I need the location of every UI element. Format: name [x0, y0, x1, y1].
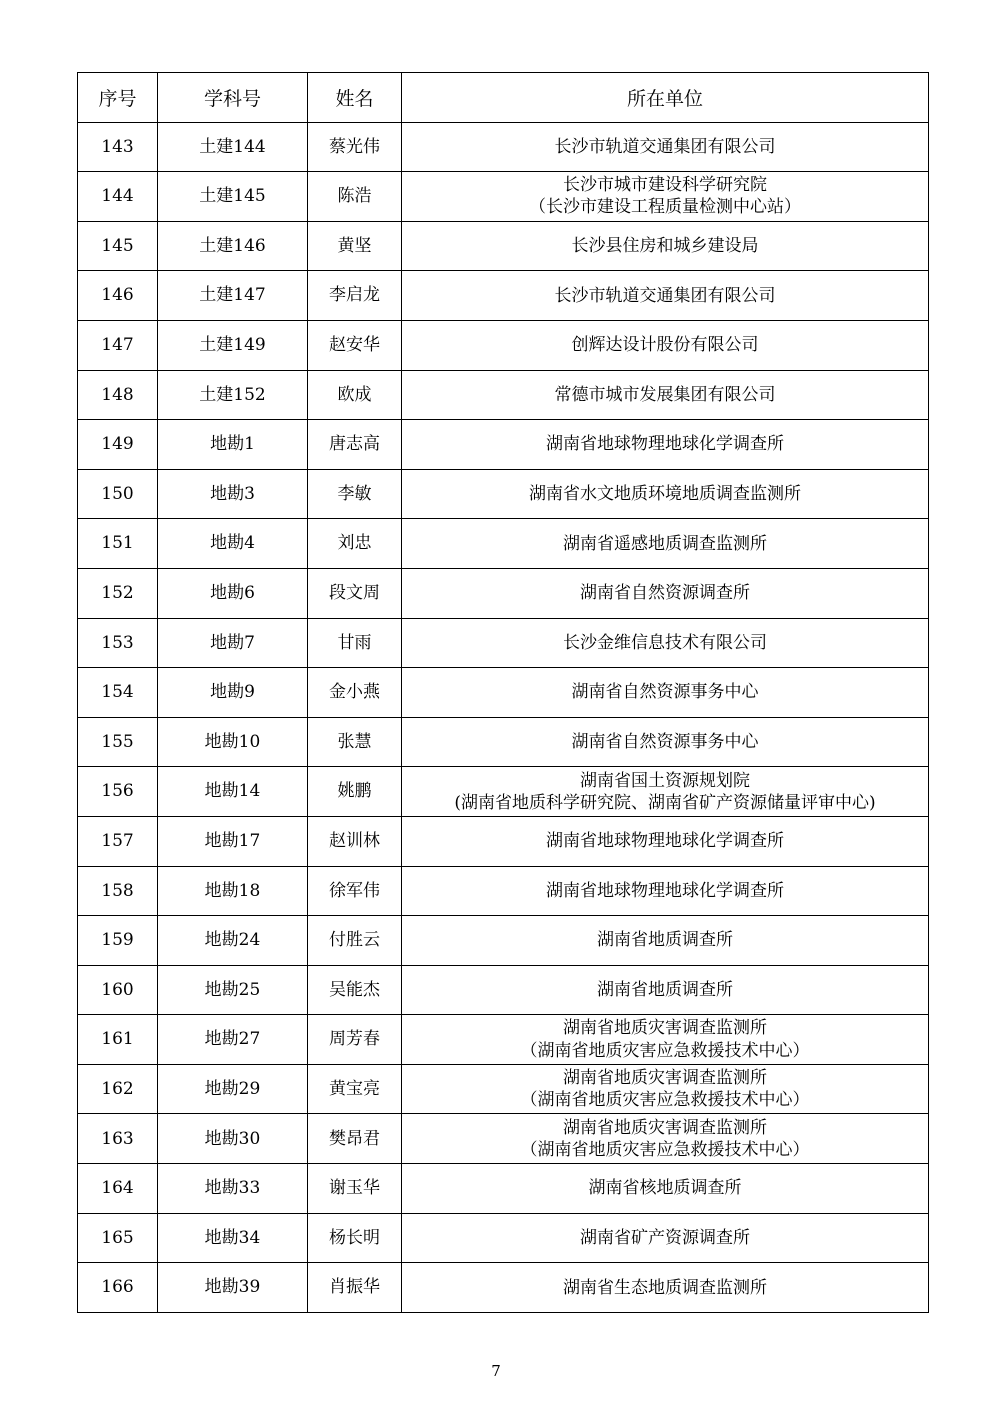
- table-row: [78, 320, 929, 370]
- work-unit-line: (湖南省地质科学研究院、湖南省矿产资源储量评审中心): [454, 792, 876, 813]
- header-subject-code: 学科号: [158, 73, 308, 123]
- work-unit-line: 长沙金维信息技术有限公司: [563, 632, 767, 653]
- cell-subject-code: 土建146: [158, 221, 308, 271]
- work-unit-line: 湖南省地质灾害调查监测所: [563, 1117, 767, 1138]
- table-row: [78, 965, 929, 1015]
- cell-work-unit: [402, 1114, 929, 1164]
- cell-serial-number: 155: [78, 717, 158, 767]
- work-unit-line: 湖南省自然资源事务中心: [571, 731, 759, 752]
- cell-serial-number: 143: [78, 122, 158, 172]
- work-unit-line: 湖南省自然资源事务中心: [571, 682, 759, 703]
- cell-subject-code: 土建149: [158, 320, 308, 370]
- cell-work-unit: [402, 816, 929, 866]
- table-row: [78, 122, 929, 172]
- work-unit-line: 湖南省核地质调查所: [588, 1178, 742, 1199]
- cell-name: 付胜云: [308, 916, 402, 966]
- work-unit-line: 创辉达设计股份有限公司: [571, 335, 759, 356]
- cell-name: 张慧: [308, 717, 402, 767]
- table-body: [78, 122, 929, 1312]
- work-unit-line: 湖南省地球物理地球化学调查所: [546, 831, 784, 852]
- work-unit-line: 长沙市轨道交通集团有限公司: [554, 136, 776, 157]
- cell-serial-number: 157: [78, 816, 158, 866]
- table-row: [78, 1263, 929, 1313]
- work-unit-line: （湖南省地质灾害应急救援技术中心）: [520, 1040, 810, 1061]
- cell-work-unit: [402, 370, 929, 420]
- table-row: [78, 717, 929, 767]
- cell-subject-code: 地勘27: [158, 1015, 308, 1065]
- cell-subject-code: 地勘34: [158, 1213, 308, 1263]
- table-row: [78, 221, 929, 271]
- table-row: [78, 420, 929, 470]
- cell-subject-code: 土建147: [158, 271, 308, 321]
- cell-subject-code: 地勘14: [158, 767, 308, 817]
- table-row: [78, 568, 929, 618]
- work-unit-line: 湖南省地质灾害调查监测所: [563, 1068, 767, 1089]
- cell-serial-number: 163: [78, 1114, 158, 1164]
- table-row: [78, 172, 929, 222]
- cell-name: 吴能杰: [308, 965, 402, 1015]
- cell-serial-number: 161: [78, 1015, 158, 1065]
- cell-name: 樊昂君: [308, 1114, 402, 1164]
- cell-serial-number: 164: [78, 1164, 158, 1214]
- cell-subject-code: 地勘30: [158, 1114, 308, 1164]
- cell-work-unit: [402, 767, 929, 817]
- cell-name: 周芳春: [308, 1015, 402, 1065]
- cell-work-unit: [402, 916, 929, 966]
- cell-work-unit: [402, 618, 929, 668]
- cell-serial-number: 145: [78, 221, 158, 271]
- cell-serial-number: 166: [78, 1263, 158, 1313]
- work-unit-line: 湖南省水文地质环境地质调查监测所: [529, 484, 801, 504]
- cell-serial-number: 156: [78, 767, 158, 817]
- work-unit-line: 湖南省地球物理地球化学调查所: [546, 434, 784, 455]
- cell-subject-code: 地勘6: [158, 568, 308, 618]
- header-serial-number: 序号: [78, 73, 158, 123]
- work-unit-line: （湖南省地质灾害应急救援技术中心）: [520, 1090, 810, 1111]
- table-row: [78, 866, 929, 916]
- cell-serial-number: 153: [78, 618, 158, 668]
- cell-subject-code: 地勘18: [158, 866, 308, 916]
- work-unit-line: 湖南省遥感地质调查监测所: [563, 533, 767, 554]
- cell-serial-number: 158: [78, 866, 158, 916]
- cell-serial-number: 159: [78, 916, 158, 966]
- cell-serial-number: 162: [78, 1064, 158, 1114]
- work-unit-line: 湖南省矿产资源调查所: [580, 1227, 750, 1248]
- cell-name: 赵安华: [308, 320, 402, 370]
- cell-name: 段文周: [308, 568, 402, 618]
- table-row: [78, 1064, 929, 1114]
- cell-subject-code: 地勘33: [158, 1164, 308, 1214]
- table-row: [78, 370, 929, 420]
- work-unit-line: 湖南省地质调查所: [597, 979, 733, 1000]
- cell-name: 徐军伟: [308, 866, 402, 916]
- cell-name: 甘雨: [308, 618, 402, 668]
- cell-name: 黄坚: [308, 221, 402, 271]
- work-unit-line: 湖南省地质灾害调查监测所: [563, 1018, 767, 1039]
- cell-work-unit: [402, 172, 929, 222]
- table-row: [78, 1114, 929, 1164]
- table-row: [78, 1015, 929, 1065]
- work-unit-line: 长沙市轨道交通集团有限公司: [554, 285, 776, 306]
- table-row: [78, 816, 929, 866]
- cell-work-unit: [402, 1064, 929, 1114]
- cell-name: 金小燕: [308, 668, 402, 718]
- cell-serial-number: 150: [78, 469, 158, 519]
- cell-name: 黄宝亮: [308, 1064, 402, 1114]
- table-header-row: [78, 73, 929, 123]
- cell-serial-number: 160: [78, 965, 158, 1015]
- work-unit-line: （长沙市建设工程质量检测中心站）: [529, 197, 801, 218]
- work-unit-line: 长沙县住房和城乡建设局: [571, 236, 759, 257]
- cell-serial-number: 152: [78, 568, 158, 618]
- cell-work-unit: [402, 568, 929, 618]
- cell-name: 杨长明: [308, 1213, 402, 1263]
- cell-name: 姚鹏: [308, 767, 402, 817]
- cell-name: 李敏: [308, 469, 402, 519]
- cell-work-unit: [402, 1015, 929, 1065]
- work-unit-line: 湖南省自然资源调查所: [580, 583, 750, 604]
- table-row: [78, 519, 929, 569]
- cell-subject-code: 地勘29: [158, 1064, 308, 1114]
- work-unit-line: 湖南省国土资源规划院: [580, 770, 750, 791]
- personnel-table: [77, 72, 929, 1313]
- cell-subject-code: 地勘3: [158, 469, 308, 519]
- cell-serial-number: 147: [78, 320, 158, 370]
- cell-subject-code: 地勘10: [158, 717, 308, 767]
- cell-name: 蔡光伟: [308, 122, 402, 172]
- cell-subject-code: 地勘25: [158, 965, 308, 1015]
- cell-work-unit: [402, 717, 929, 767]
- cell-serial-number: 165: [78, 1213, 158, 1263]
- cell-name: 赵训林: [308, 816, 402, 866]
- cell-work-unit: [402, 221, 929, 271]
- work-unit-line: 长沙市城市建设科学研究院: [563, 175, 767, 196]
- cell-subject-code: 地勘7: [158, 618, 308, 668]
- cell-name: 陈浩: [308, 172, 402, 222]
- page-number: 7: [491, 1362, 501, 1380]
- table-row: [78, 469, 929, 519]
- cell-name: 肖振华: [308, 1263, 402, 1313]
- work-unit-line: 常德市城市发展集团有限公司: [554, 384, 776, 405]
- cell-serial-number: 144: [78, 172, 158, 222]
- cell-work-unit: [402, 469, 929, 519]
- cell-work-unit: [402, 320, 929, 370]
- cell-work-unit: [402, 420, 929, 470]
- table-row: [78, 767, 929, 817]
- cell-serial-number: 154: [78, 668, 158, 718]
- table-row: [78, 668, 929, 718]
- cell-work-unit: [402, 519, 929, 569]
- header-work-unit: 所在单位: [402, 73, 929, 123]
- cell-subject-code: 地勘1: [158, 420, 308, 470]
- cell-name: 唐志高: [308, 420, 402, 470]
- cell-subject-code: 地勘39: [158, 1263, 308, 1313]
- cell-serial-number: 151: [78, 519, 158, 569]
- work-unit-line: 湖南省生态地质调查监测所: [563, 1277, 767, 1298]
- cell-work-unit: [402, 1263, 929, 1313]
- cell-subject-code: 地勘4: [158, 519, 308, 569]
- work-unit-line: （湖南省地质灾害应急救援技术中心）: [520, 1139, 810, 1160]
- cell-serial-number: 146: [78, 271, 158, 321]
- cell-work-unit: [402, 122, 929, 172]
- cell-serial-number: 149: [78, 420, 158, 470]
- table-row: [78, 618, 929, 668]
- cell-name: 李启龙: [308, 271, 402, 321]
- cell-serial-number: 148: [78, 370, 158, 420]
- table-row: [78, 271, 929, 321]
- cell-work-unit: [402, 271, 929, 321]
- table-row: [78, 1213, 929, 1263]
- cell-work-unit: [402, 1164, 929, 1214]
- cell-work-unit: [402, 1213, 929, 1263]
- cell-subject-code: 土建152: [158, 370, 308, 420]
- cell-subject-code: 土建144: [158, 122, 308, 172]
- cell-subject-code: 土建145: [158, 172, 308, 222]
- header-name: 姓名: [308, 73, 402, 123]
- cell-name: 欧成: [308, 370, 402, 420]
- table-row: [78, 1164, 929, 1214]
- work-unit-line: 湖南省地球物理地球化学调查所: [546, 880, 784, 901]
- table-row: [78, 916, 929, 966]
- cell-subject-code: 地勘24: [158, 916, 308, 966]
- cell-work-unit: [402, 965, 929, 1015]
- work-unit-line: 湖南省地质调查所: [597, 930, 733, 951]
- cell-subject-code: 地勘17: [158, 816, 308, 866]
- cell-work-unit: [402, 866, 929, 916]
- cell-subject-code: 地勘9: [158, 668, 308, 718]
- cell-name: 刘忠: [308, 519, 402, 569]
- cell-name: 谢玉华: [308, 1164, 402, 1214]
- cell-work-unit: [402, 668, 929, 718]
